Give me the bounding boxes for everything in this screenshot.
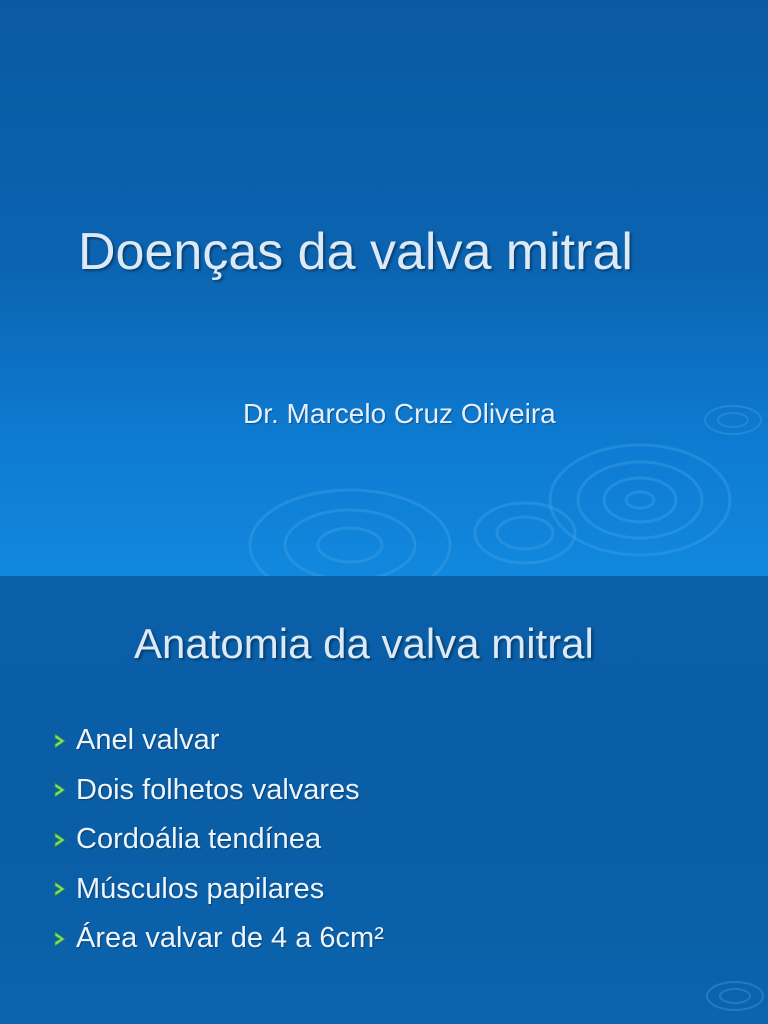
list-item	[50, 865, 384, 915]
slide-title: Anatomia da valva mitral	[134, 620, 594, 667]
author-name: Dr. Marcelo Cruz Oliveira	[243, 398, 556, 429]
bullet-text: Dois folhetos valvares	[76, 773, 360, 806]
bullet-list	[50, 716, 384, 964]
bullet-text: Anel valvar	[76, 724, 220, 757]
slide-title: Doenças da valva mitral	[78, 223, 633, 281]
arrow-bullet-icon	[50, 732, 70, 750]
list-item	[50, 914, 384, 964]
bullet-text: Músculos papilares	[76, 872, 325, 905]
bullet-text: Cordoália tendínea	[76, 823, 322, 856]
list-item	[50, 815, 384, 865]
arrow-bullet-icon	[50, 880, 70, 898]
arrow-bullet-icon	[50, 781, 70, 799]
list-item	[50, 766, 384, 816]
arrow-bullet-icon	[50, 930, 70, 948]
list-item	[50, 716, 384, 766]
content-slide	[0, 576, 768, 1024]
bullet-text: Área valvar de 4 a 6cm²	[76, 922, 384, 955]
arrow-bullet-icon	[50, 831, 70, 849]
